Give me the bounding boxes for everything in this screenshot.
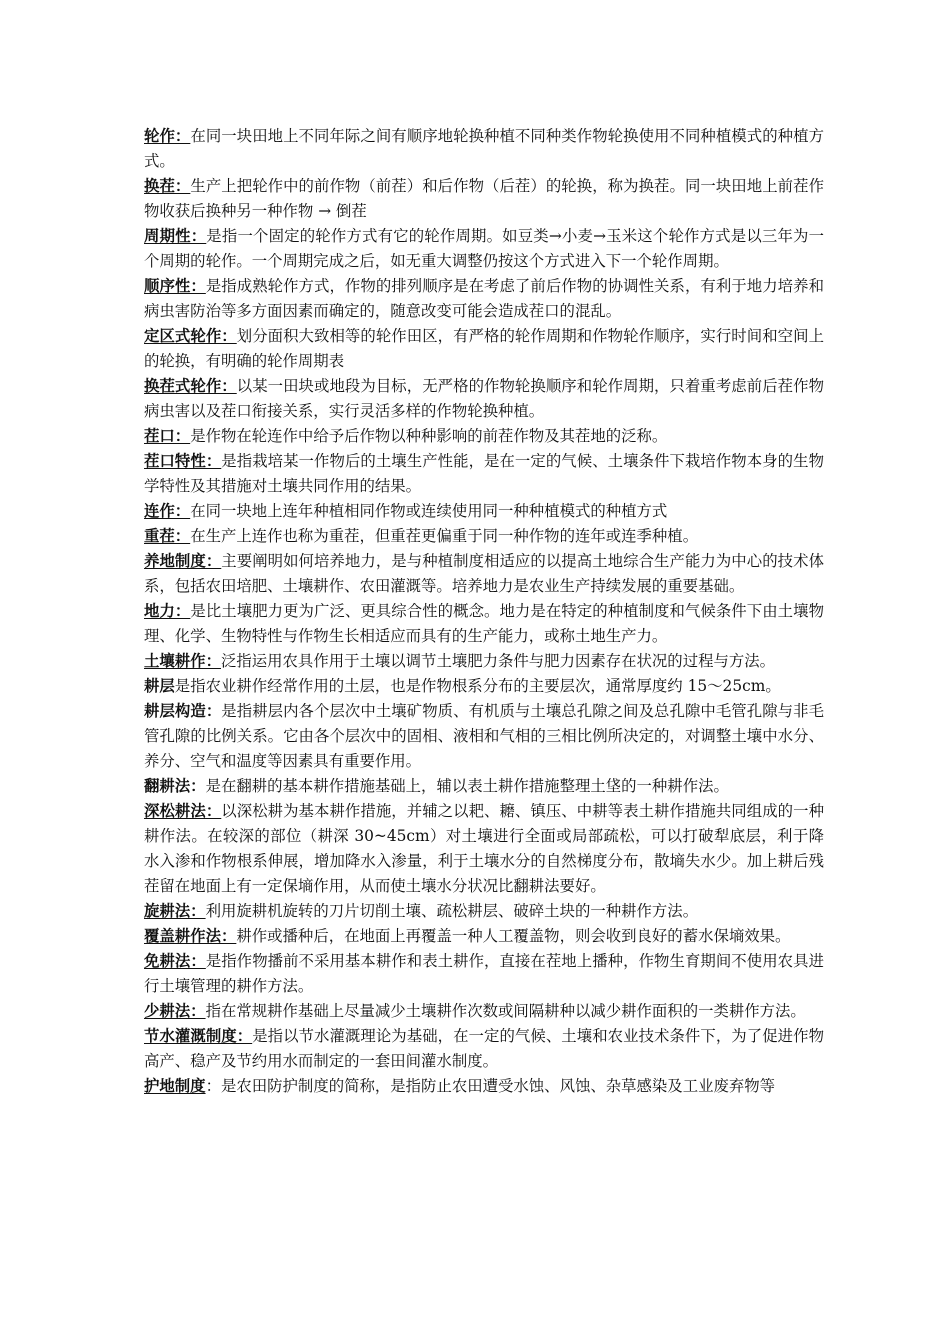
entry-lianzuo: [144, 499, 824, 524]
entry-miangeng-fa: [144, 949, 824, 999]
term-definition: 是在翻耕的基本耕作措施基础上，辅以表土耕作措施整理土垡的一种耕作法。: [205, 777, 729, 795]
term-definition: 泛指运用农具作用于土壤以调节土壤肥力条件与肥力因素存在状况的过程与方法。: [220, 652, 776, 670]
entry-turang-gengzuo: [144, 649, 824, 674]
entry-xuangeng-fa: [144, 899, 824, 924]
term-definition: 是指作物播前不采用基本耕作和表土耕作，直接在茬地上播种，作物生育期间不使用农具进行土壤管理的耕作方法。: [144, 952, 824, 995]
term-label: 深松耕法：: [144, 802, 222, 820]
term-definition: 耕作或播种后，在地面上再覆盖一种人工覆盖物，则会收到良好的蓄水保墒效果。: [236, 927, 791, 945]
entry-huancha: [144, 174, 824, 224]
term-label: 少耕法：: [144, 1002, 206, 1020]
term-definition: 生产上把轮作中的前作物（前茬）和后作物（后茬）的轮换，称为换茬。同一块田地上前茬作物收获后换种另一种作物 → 倒茬: [144, 177, 824, 220]
term-definition: 是指成熟轮作方式，作物的排列顺序是在考虑了前后作物的协调性关系，有利于地力培养和病虫害防治等多方面因素而确定的，随意改变可能会造成茬口的混乱。: [144, 277, 824, 320]
entry-gengceng: [144, 674, 824, 699]
term-label: 翻耕法：: [144, 777, 206, 795]
term-label: 连作：: [144, 502, 191, 520]
entry-chongcha: [144, 524, 824, 549]
term-label: 耕层: [144, 677, 175, 695]
entry-dili: [144, 599, 824, 649]
term-definition: 是指耕层内各个层次中土壤矿物质、有机质与土壤总孔隙之间及总孔隙中毛管孔隙与非毛管孔隙的比例关系。它由各个层次中的固相、液相和气相的三相比例所决定的，对调整土壤中水分、养分、空气和温度等因素具有重要作用。: [144, 702, 824, 770]
term-definition: 在同一块田地上不同年际之间有顺序地轮换种植不同种类作物轮换使用不同种植模式的种植方式。: [144, 127, 824, 170]
term-definition: 以某一田块或地段为目标，无严格的作物轮换顺序和轮作周期，只着重考虑前后茬作物病虫害以及茬口衔接关系，实行灵活多样的作物轮换种植。: [144, 377, 824, 420]
term-label: 周期性：: [144, 227, 207, 245]
term-label: 耕层构造：: [144, 702, 222, 720]
term-label: 茬口特性：: [144, 452, 222, 470]
entry-jieshui-guangai-zhidu: [144, 1024, 824, 1074]
term-definition: 是作物在轮连作中给予后作物以种种影响的前茬作物及其茬地的泛称。: [190, 427, 668, 445]
term-label: 茬口：: [144, 427, 191, 445]
entry-chakou: [144, 424, 824, 449]
term-label: 覆盖耕作法：: [144, 927, 237, 945]
term-label: 护地制度: [144, 1077, 206, 1095]
entry-hudi-zhidu: [144, 1074, 824, 1099]
term-label: 节水灌溉制度：: [144, 1027, 253, 1045]
entry-zhouqixing: [144, 224, 824, 274]
entry-gengceng-gouzao: [144, 699, 824, 774]
term-definition: 是指农业耕作经常作用的土层，也是作物根系分布的主要层次，通常厚度约 15～25cm。: [174, 677, 781, 695]
term-definition: 以深松耕为基本耕作措施，并辅之以耙、耱、镇压、中耕等表土耕作措施共同组成的一种耕作法。在较深的部位（耕深 30~45cm）对土壤进行全面或局部疏松，可以打破犁底层，利于降水入渗和作物根系伸展，增加降水入渗量，利于土壤水分的自然梯度分布，散墒失水少。加上耕后残茬留在地面上有一定保墒作用，从而使土壤水分状况比翻耕法要好。: [144, 802, 824, 895]
term-label: 重茬：: [144, 527, 191, 545]
term-label: 轮作：: [144, 127, 191, 145]
term-label: 换茬：: [144, 177, 191, 195]
entry-chakou-texing: [144, 449, 824, 499]
term-definition: 利用旋耕机旋转的刀片切削土壤、疏松耕层、破碎土块的一种耕作方法。: [205, 902, 699, 920]
term-definition: 指在常规耕作基础上尽量减少土壤耕作次数或间隔耕种以减少耕作面积的一类耕作方法。: [205, 1002, 806, 1020]
document-page: [144, 124, 824, 1099]
entry-huanchashi-lunzuo: [144, 374, 824, 424]
term-definition: 在生产上连作也称为重茬，但重茬更偏重于同一种作物的连年或连季种植。: [190, 527, 699, 545]
term-definition: 是比土壤肥力更为广泛、更具综合性的概念。地力是在特定的种植制度和气候条件下由土壤物理、化学、生物特性与作物生长相适应而具有的生产能力，或称土地生产力。: [144, 602, 824, 645]
term-definition: 主要阐明如何培养地力，是与种植制度相适应的以提高土地综合生产能力为中心的技术体系，包括农田培肥、土壤耕作、农田灌溉等。培养地力是农业生产持续发展的重要基础。: [144, 552, 824, 595]
term-label: 换茬式轮作：: [144, 377, 237, 395]
entry-lunzuo: [144, 124, 824, 174]
entry-fangeng-fa: [144, 774, 824, 799]
term-definition: 在同一块地上连年种植相同作物或连续使用同一种种植模式的种植方式: [190, 502, 668, 520]
term-definition: ：是农田防护制度的简称，是指防止农田遭受水蚀、风蚀、杂草感染及工业废弃物等: [205, 1077, 776, 1095]
term-label: 免耕法：: [144, 952, 206, 970]
term-definition: 划分面积大致相等的轮作田区，有严格的轮作周期和作物轮作顺序，实行时间和空间上的轮换，有明确的轮作周期表: [144, 327, 824, 370]
term-label: 土壤耕作：: [144, 652, 221, 670]
entry-shensong-gengfa: [144, 799, 824, 899]
term-label: 定区式轮作：: [144, 327, 237, 345]
term-definition: 是指以节水灌溉理论为基础，在一定的气候、土壤和农业技术条件下，为了促进作物高产、稳产及节约用水而制定的一套田间灌水制度。: [144, 1027, 824, 1070]
entry-yangdi-zhidu: [144, 549, 824, 599]
term-label: 旋耕法：: [144, 902, 206, 920]
term-definition: 是指一个固定的轮作方式有它的轮作周期。如豆类→小麦→玉米这个轮作方式是以三年为一个周期的轮作。一个周期完成之后，如无重大调整仍按这个方式进入下一个轮作周期。: [144, 227, 824, 270]
term-definition: 是指栽培某一作物后的土壤生产性能，是在一定的气候、土壤条件下栽培作物本身的生物学特性及其措施对土壤共同作用的结果。: [144, 452, 824, 495]
term-label: 地力：: [144, 602, 191, 620]
term-label: 养地制度：: [144, 552, 222, 570]
entry-shaogeng-fa: [144, 999, 824, 1024]
entry-shunxuxing: [144, 274, 824, 324]
entry-dingqushi-lunzuo: [144, 324, 824, 374]
entry-fugai-gengzuofa: [144, 924, 824, 949]
term-label: 顺序性：: [144, 277, 206, 295]
